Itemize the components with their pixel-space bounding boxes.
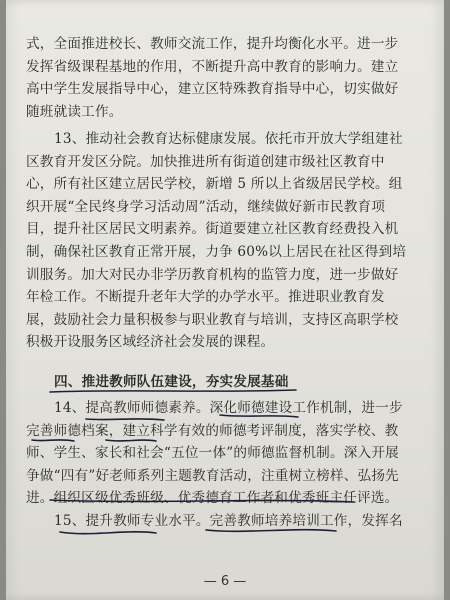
text-line: 式，全面推进校长、教师交流工作，提升均衡化水平。进一步	[26, 36, 399, 52]
page-number: — 6 —	[203, 574, 247, 589]
item-13-first-line: 13、推动社会教育达标健康发展。依托市开放大学组建社	[54, 131, 403, 147]
paragraph-continuation	[26, 33, 431, 123]
paragraph-item-14	[26, 397, 431, 510]
text-line: 织开展“全民终身学习活动周”活动，继续做好新市民教育项	[26, 198, 386, 215]
text-line: 高中学生发展指导中心，建立区特殊教育指导中心，切实做好	[26, 81, 399, 98]
text-line: 年检工作。不断提升老年大学的办学水平。推进职业教育发	[26, 289, 385, 306]
document-page	[6, 0, 444, 600]
text-line: 完善师德档案，建立科学有效的师德考评制度，落实学校、教	[26, 422, 399, 439]
text-line: 发挥省级课程基地的作用，不断提升高中教育的影响力。建立	[26, 58, 399, 75]
text-line: 区教育开发区分院。加快推进所有街道创建市级社区教育中	[26, 153, 385, 170]
text-line: 制，确保社区教育正常开展，力争 60%以上居民在社区得到培	[26, 243, 407, 260]
text-line: 心，所有社区建立居民学校，新增 5 所以上省级居民学校。组	[26, 176, 403, 193]
section-4-heading: 四、推进教师队伍建设，夯实发展基础	[54, 374, 289, 390]
text-line: 师、学生、家长和社会“五位一体”的师德监督机制。深入开展	[26, 445, 399, 462]
section-heading	[26, 371, 431, 394]
text-line: 目，提升社区居民文明素养。街道要建立社区教育经费投入机	[26, 221, 399, 238]
paragraph-item-13	[26, 128, 431, 354]
item-14-first-line: 14、提高教师师德素养。深化师德建设工作机制，进一步	[54, 400, 403, 416]
item-15-first-line: 15、提升教师专业水平。完善教师培养培训工作，发挥名	[54, 513, 403, 529]
text-line: 积极开设服务区域经济社会发展的课程。	[26, 334, 275, 351]
text-line: 随班就读工作。	[26, 103, 123, 120]
text-line: 争做“四有”好老师系列主题教育活动，注重树立榜样、弘扬先	[26, 467, 399, 484]
text-line: 进。组织区级优秀班级、优秀德育工作者和优秀班主任评选。	[26, 490, 399, 507]
text-line: 展，鼓励社会力量积极参与职业教育与培训，支持区高职学校	[26, 311, 399, 328]
text-line: 训服务。加大对民办非学历教育机构的监管力度，进一步做好	[26, 266, 399, 283]
paragraph-item-15	[26, 510, 431, 533]
